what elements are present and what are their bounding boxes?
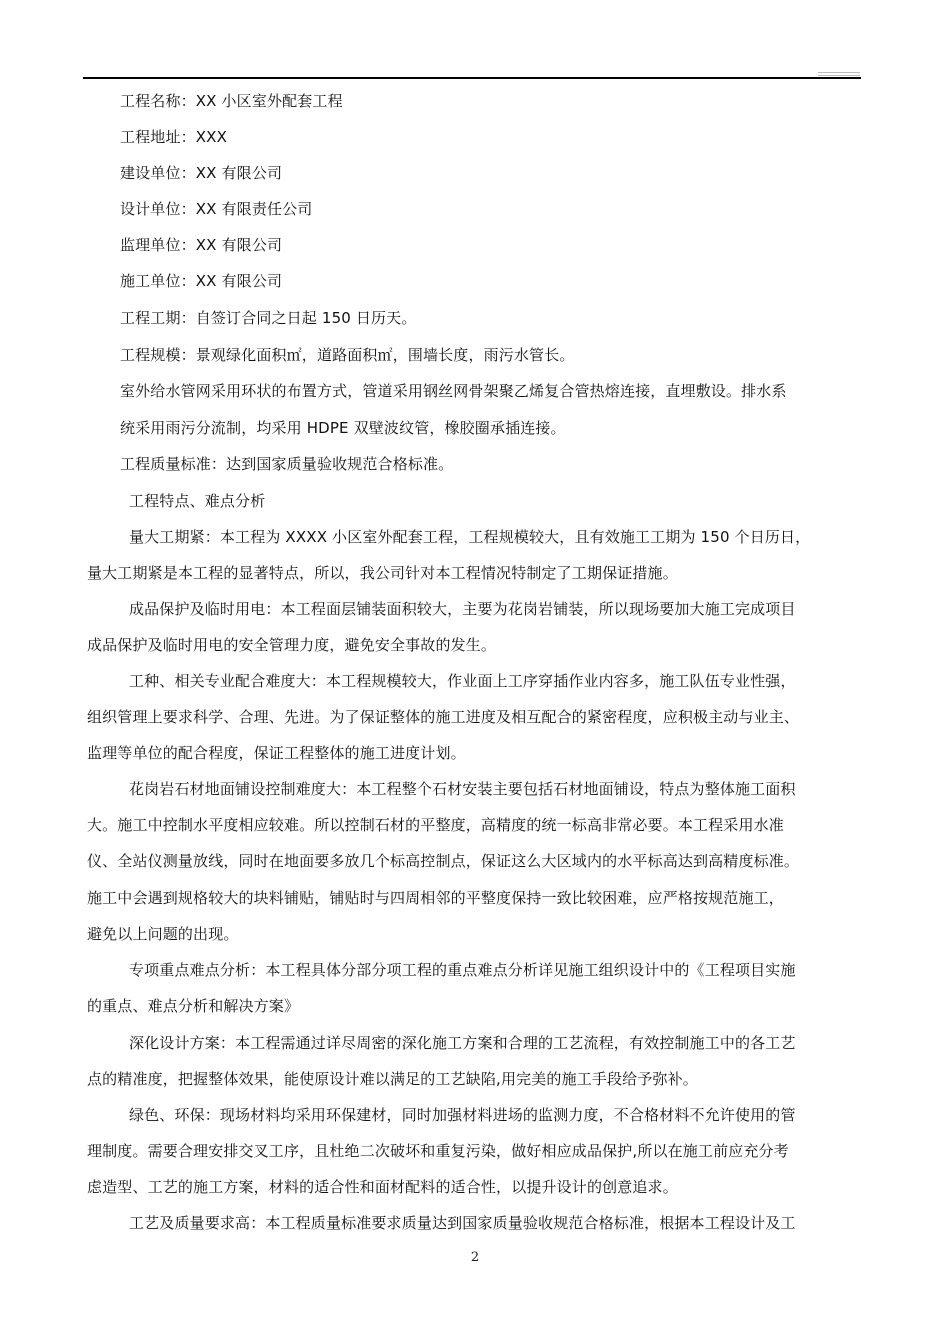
paragraph-line: 组织管理上要求科学、合理、先进。为了保证整体的施工进度及相互配合的紧密程度，应积极主动与业主、 [87, 708, 800, 726]
construction-unit: 建设单位：XX 有限公司 [120, 164, 283, 182]
paragraph-line: 施工中会遇到规格较大的块料铺贴，铺贴时与四周相邻的平整度保持一致比较困难，应严格按规范施工， [87, 889, 784, 907]
supervision-unit: 监理单位：XX 有限公司 [120, 236, 283, 254]
paragraph-line: 理制度。需要合理安排交叉工序，且杜绝二次破坏和重复污染，做好相应成品保护,所以在施工前应充分考 [87, 1142, 789, 1160]
header-mark-bottom [818, 75, 860, 76]
paragraph-line: 成品保护及临时用电：本工程面层铺装面积较大，主要为花岗岩铺装，所以现场要加大施工完成项目 [129, 600, 796, 618]
design-unit: 设计单位：XX 有限责任公司 [120, 200, 313, 218]
paragraph-line: 避免以上问题的出现。 [87, 925, 239, 943]
paragraph-line: 成品保护及临时用电的安全管理力度，避免安全事故的发生。 [87, 636, 497, 654]
paragraph-line: 量大工期紧是本工程的显著特点，所以，我公司针对本工程情况特制定了工期保证措施。 [87, 564, 678, 582]
project-scale: 工程规模：景观绿化面积㎡，道路面积㎡，围墙长度，雨污水管长。 [120, 346, 575, 364]
paragraph-line: 点的精准度，把握整体效果，能使原设计难以满足的工艺缺陷,用完美的施工手段给予弥补。 [87, 1070, 698, 1088]
page-number: 2 [470, 1250, 480, 1265]
paragraph-line: 工艺及质量要求高：本工程质量标准要求质量达到国家质量验收规范合格标准，根据本工程设计及工 [129, 1214, 796, 1232]
paragraph-line: 仪、全站仪测量放线，同时在地面要多放几个标高控制点，保证这么大区域内的水平标高达到高精度标准。 [87, 852, 800, 870]
section-heading: 工程特点、难点分析 [129, 492, 266, 510]
water-supply-paragraph-line1: 室外给水管网采用环状的布置方式，管道采用钢丝网骨架聚乙烯复合管热熔连接，直埋敷设。排水系 [120, 382, 787, 400]
paragraph-line: 工种、相关专业配合难度大：本工程规模较大，作业面上工序穿插作业内容多，施工队伍专业性强， [129, 672, 796, 690]
quality-standard: 工程质量标准：达到国家质量验收规范合格标准。 [120, 455, 454, 473]
paragraph-line: 深化设计方案：本工程需通过详尽周密的深化施工方案和合理的工艺流程，有效控制施工中的各工艺 [129, 1034, 796, 1052]
project-address: 工程地址：XXX [120, 128, 228, 146]
paragraph-line: 虑造型、工艺的施工方案，材料的适合性和面材配料的适合性，以提升设计的创意追求。 [87, 1178, 678, 1196]
paragraph-line: 量大工期紧：本工程为 XXXX 小区室外配套工程，工程规模较大，且有效施工工期为 150 个日历日， [129, 528, 811, 546]
paragraph-line: 监理等单位的配合程度，保证工程整体的施工进度计划。 [87, 744, 466, 762]
construction-period: 工程工期：自签订合同之日起 150 日历天。 [120, 309, 417, 327]
paragraph-line: 的重点、难点分析和解决方案》 [87, 997, 300, 1015]
header-mark-top [818, 72, 860, 73]
paragraph-line: 花岗岩石材地面铺设控制难度大：本工程整个石材安装主要包括石材地面铺设，特点为整体施工面积 [129, 780, 796, 798]
paragraph-line: 绿色、环保：现场材料均采用环保建材，同时加强材料进场的监测力度，不合格材料不允许使用的管 [129, 1106, 796, 1124]
paragraph-line: 大。施工中控制水平度相应较难。所以控制石材的平整度，高精度的统一标高非常必要。本工程采用水准 [87, 816, 784, 834]
paragraph-line: 专项重点难点分析：本工程具体分部分项工程的重点难点分析详见施工组织设计中的《工程项目实施 [129, 961, 796, 979]
header-rule [83, 77, 861, 79]
project-name: 工程名称：XX 小区室外配套工程 [120, 92, 343, 110]
water-supply-paragraph-line2: 统采用雨污分流制，均采用 HDPE 双壁波纹管，橡胶圈承插连接。 [120, 419, 566, 437]
builder-unit: 施工单位：XX 有限公司 [120, 272, 283, 290]
